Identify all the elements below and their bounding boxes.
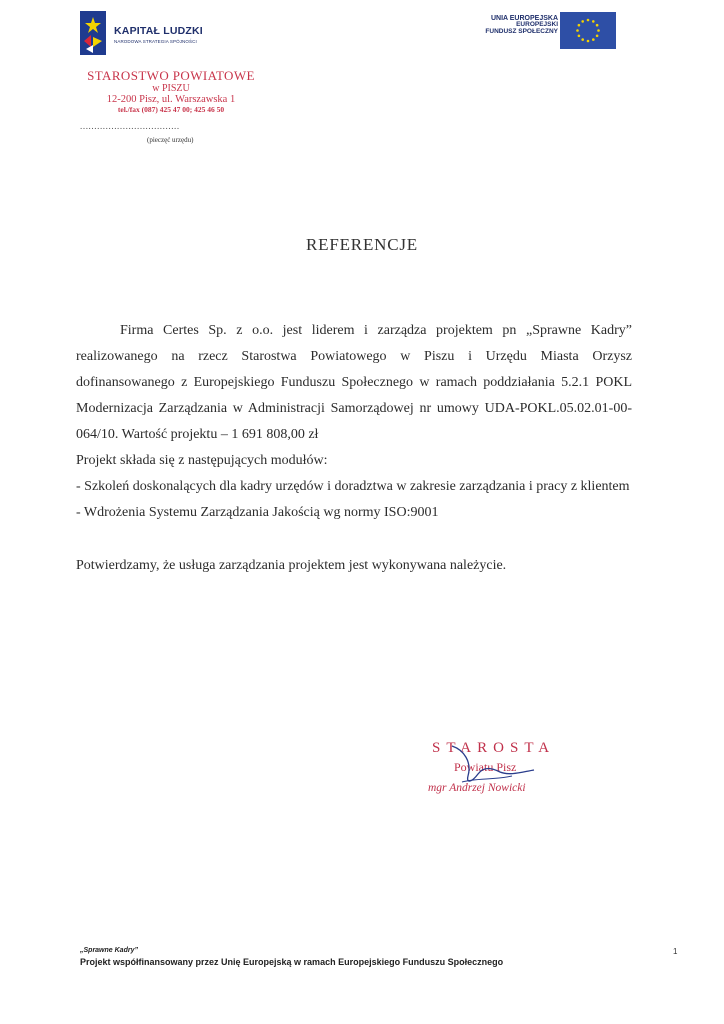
footer (80, 947, 503, 967)
stamp-office-city: w PISZU (152, 83, 190, 94)
stamp-address: 12-200 Pisz, ul. Warszawska 1 (106, 94, 236, 105)
stamp-caption: (pieczęć urzędu) (147, 136, 194, 144)
reference-paragraph: Firma Certes Sp. z o.o. jest liderem i zarządza projektem pn „Sprawne Kadry” realizowanego na rzecz Starostwa Powiatowego w Piszu i Urzędu Miasta Orzysz dofinansowanego z Europejskiego Funduszu Społecznego w ramach poddziałania 5.2.1 POKL Modernizacja Zarządzania w Administracji Samorządowej nr umowy UDA-POKL.05.02.01-00-064/10. Wartość projektu – 1 691 808,00 zł (76, 323, 632, 442)
module-item-iso: - Wdrożenia Systemu Zarządzania Jakością wg normy ISO:9001 (76, 505, 439, 520)
signature-stamp (428, 740, 588, 802)
kapital-ludzki-emblem-icon (80, 11, 106, 55)
spacer (76, 526, 632, 553)
footer-project-name: „Sprawne Kadry” (80, 947, 138, 954)
office-stamp (76, 68, 266, 114)
modules-intro: Projekt składa się z następujących modułów: (76, 453, 328, 468)
document-body (76, 318, 632, 579)
page-number: 1 (673, 947, 678, 956)
stamp-phone: tel./fax (087) 425 47 00; 425 46 50 (117, 105, 225, 114)
eu-logo-text (485, 15, 558, 36)
footer-cofinance-note: Projekt współfinansowany przez Unię Europejską w ramach Europejskiego Funduszu Społecznego (80, 957, 504, 967)
eu-logo-line2: EUROPEJSKI (516, 21, 558, 29)
kapital-ludzki-subtitle: NARODOWA STRATEGIA SPÓJNOŚCI (114, 39, 197, 44)
kapital-ludzki-title: KAPITAŁ LUDZKI (114, 25, 203, 37)
stamp-office-name: STAROSTWO POWIATOWE (87, 68, 255, 83)
signature-district: Powiatu Pisz (454, 760, 517, 774)
stamp-dotted-line: ................................... (80, 121, 180, 131)
confirmation-statement: Potwierdzamy, że usługa zarządzania projektem jest wykonywana należycie. (76, 558, 507, 573)
eu-logo-line1: UNIA EUROPEJSKA (490, 15, 558, 22)
kapital-ludzki-logo (80, 11, 240, 55)
eu-logo-line3: FUNDUSZ SPOŁECZNY (485, 28, 558, 36)
eu-flag-icon (560, 12, 616, 49)
signature-name: mgr Andrzej Nowicki (428, 782, 526, 794)
document-title: REFERENCJE (306, 235, 418, 254)
signature-title: STAROSTA (432, 740, 556, 756)
module-item-training: - Szkoleń doskonalących dla kadry urzędów i doradztwa w zakresie zarządzania i pracy z klientem (76, 479, 630, 494)
handwritten-signature-icon (442, 742, 552, 794)
